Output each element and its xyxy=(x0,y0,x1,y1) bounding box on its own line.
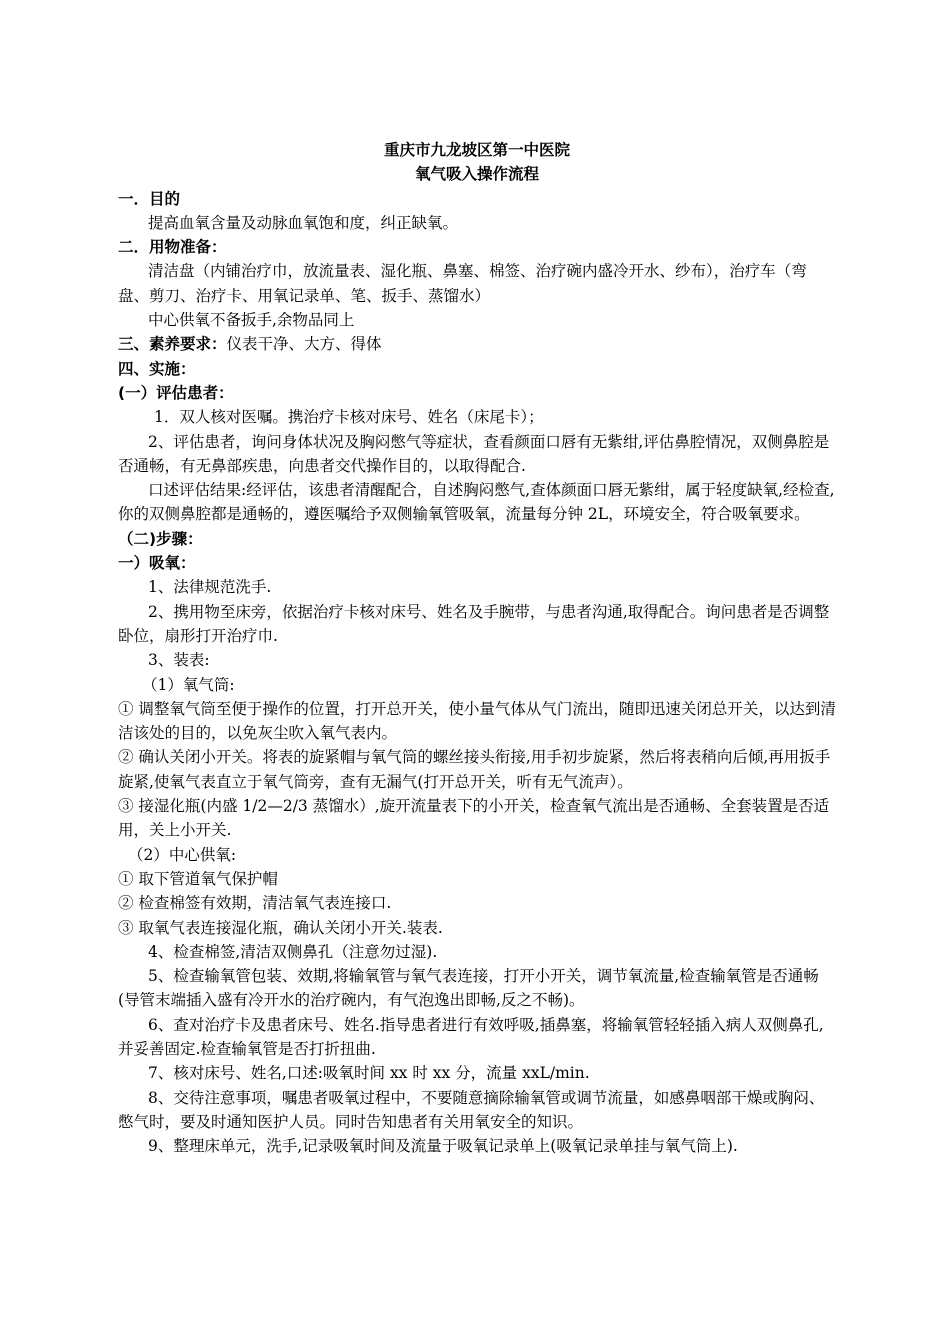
step-5: 5、检查输氧管包装、效期,将输氧管与氧气表连接，打开小开关，调节氧流量,检查输氧管是否通畅(导管末端插入盛有冷开水的治疗碗内，有气泡逸出即畅,反之不畅)。 xyxy=(118,967,819,1010)
step-2: 2、携用物至床旁，依据治疗卡核对床号、姓名及手腕带，与患者沟通,取得配合。询问患者是否调整卧位，扇形打开治疗巾. xyxy=(118,602,830,645)
section-purpose-heading: 一．目的 xyxy=(118,189,181,208)
central-supply-item-2: ② 检查棉签有效期，清洁氧气表连接口. xyxy=(118,894,392,913)
step-3: 3、装表: xyxy=(148,651,210,670)
hospital-title: 重庆市九龙坡区第一中医院 xyxy=(383,141,570,159)
step-9: 9、整理床单元，洗手,记录吸氧时间及流量于吸氧记录单上(吸氧记录单挂与氧气筒上). xyxy=(148,1137,738,1156)
step-6: 6、查对治疗卡及患者床号、姓名.指导患者进行有效呼吸,插鼻塞，将输氧管轻轻插入病人双侧鼻孔,并妥善固定.检查输氧管是否打折扭曲. xyxy=(118,1015,824,1058)
assessment-result: 口述评估结果:经评估，该患者清醒配合，自述胸闷憋气,查体颜面口唇无紫绀，属于轻度缺氧,经检查,你的双侧鼻腔都是通畅的，遵医嘱给予双侧输氧管吸氧，流量每分钟 2L，环境安全，符合吸氧要求。 xyxy=(118,481,835,524)
section-attire xyxy=(118,332,836,356)
step-4: 4、检查棉签,清洁双侧鼻孔（注意勿过湿). xyxy=(148,942,438,961)
central-supply-item-3: ③ 取氧气表连接湿化瓶，确认关闭小开关.装表. xyxy=(118,918,443,937)
section-attire-heading: 三、素养要求： xyxy=(118,335,227,354)
cylinder-item-1: ① 调整氧气筒至便于操作的位置，打开总开关，使小量气体从气门流出，随即迅速关闭总开关，以达到清洁该处的目的，以免灰尘吹入氧气表内。 xyxy=(118,699,836,743)
cylinder-item-2: ② 确认关闭小开关。将表的旋紧帽与氧气筒的螺丝接头衔接,用手初步旋紧，然后将表稍向后倾,再用扳手旋紧,使氧气表直立于氧气筒旁，查有无漏气(打开总开关，听有无气流声）。 xyxy=(118,748,831,791)
cylinder-item-3: ③ 接湿化瓶(内盛 1/2—2/3 蒸馏水）,旋开流量表下的小开关，检查氧气流出是否通畅、全套装置是否适用，关上小开关. xyxy=(118,797,830,840)
step-8: 8、交待注意事项，嘱患者吸氧过程中，不要随意摘除输氧管或调节流量，如感鼻咽部干燥或胸闷、憋气时，要及时通知医护人员。同时告知患者有关用氧安全的知识。 xyxy=(118,1088,825,1131)
document-page xyxy=(118,138,836,1158)
supplies-line-2: 中心供氧不备扳手,余物品同上 xyxy=(148,311,355,330)
steps-heading: （二)步骤： xyxy=(118,529,203,548)
assessment-item-1: 1．双人核对医嘱。携治疗卡核对床号、姓名（床尾卡）； xyxy=(154,408,544,427)
section-purpose-body: 提高血氧含量及动脉血氧饱和度，纠正缺氧。 xyxy=(148,213,459,232)
step-1: 1、法律规范洗手. xyxy=(148,578,272,597)
oxygen-heading: 一）吸氧： xyxy=(118,554,196,573)
central-supply-item-1: ① 取下管道氧气保护帽 xyxy=(118,869,278,888)
assessment-heading: (一）评估患者： xyxy=(118,383,234,402)
supplies-line-1: 清洁盘（内铺治疗巾，放流量表、湿化瓶、鼻塞、棉签、治疗碗内盛冷开水、纱布），治疗车（弯盘、剪刀、治疗卡、用氧记录单、笔、扳手、蒸馏水） xyxy=(118,262,807,305)
central-supply-heading: （2）中心供氧: xyxy=(128,845,237,864)
step-7: 7、核对床号、姓名,口述:吸氧时间 xx 时 xx 分，流量 xxL/min. xyxy=(148,1064,590,1083)
section-attire-body: 仪表干净、大方、得体 xyxy=(226,335,382,354)
procedure-title: 氧气吸入操作流程 xyxy=(414,165,539,184)
section-implementation-heading: 四、实施： xyxy=(118,359,196,378)
section-supplies-heading: 二．用物准备： xyxy=(118,238,227,257)
assessment-item-2: 2、评估患者，询问身体状况及胸闷憋气等症状，查看颜面口唇有无紫绀,评估鼻腔情况，双侧鼻腔是否通畅，有无鼻部疾患，向患者交代操作目的，以取得配合. xyxy=(118,432,830,475)
cylinder-heading: （1）氧气筒: xyxy=(142,675,235,694)
